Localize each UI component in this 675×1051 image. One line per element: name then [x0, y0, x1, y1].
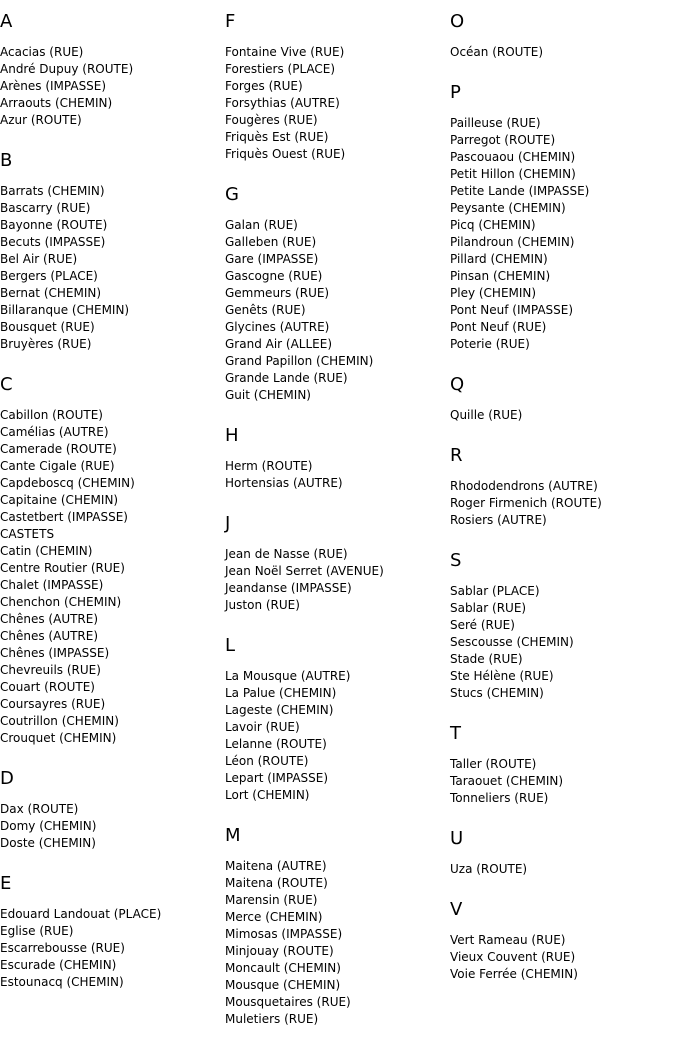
letter-section — [0, 149, 224, 373]
street-link[interactable]: Uza (ROUTE) — [450, 862, 528, 876]
street-link[interactable]: Mousquetaires (RUE) — [225, 995, 351, 1009]
letter-section — [450, 10, 674, 81]
street-link[interactable]: Chalet (IMPASSE) — [0, 578, 104, 592]
street-link[interactable]: Pascouaou (CHEMIN) — [450, 150, 576, 164]
street-link[interactable]: Jean Noël Serret (AVENUE) — [225, 564, 384, 578]
street-list — [225, 44, 449, 163]
street-link[interactable]: Chênes (IMPASSE) — [0, 646, 110, 660]
section-letter-heading: E — [0, 873, 12, 894]
street-link[interactable]: Billaranque (CHEMIN) — [0, 303, 130, 317]
street-link[interactable]: Coursayres (RUE) — [0, 697, 106, 711]
street-link[interactable]: Seré (RUE) — [450, 618, 515, 632]
street-link[interactable]: Bascarry (RUE) — [0, 201, 91, 215]
street-link[interactable]: Dax (ROUTE) — [0, 802, 79, 816]
street-link[interactable]: Lavoir (RUE) — [225, 720, 300, 734]
street-link[interactable]: Bruyères (RUE) — [0, 337, 92, 351]
street-link[interactable]: Marensin (RUE) — [225, 893, 318, 907]
street-link[interactable]: Chênes (AUTRE) — [0, 629, 99, 643]
street-link[interactable]: Gascogne (RUE) — [225, 269, 323, 283]
letter-section — [225, 512, 449, 634]
street-list — [0, 801, 224, 852]
street-link[interactable]: Océan (ROUTE) — [450, 45, 544, 59]
street-link[interactable]: Galan (RUE) — [225, 218, 298, 232]
street-link[interactable]: Catin (CHEMIN) — [0, 544, 93, 558]
street-link[interactable]: Pailleuse (RUE) — [450, 116, 541, 130]
street-list — [450, 44, 674, 61]
street-link[interactable]: Sescousse (CHEMIN) — [450, 635, 574, 649]
letter-section — [450, 722, 674, 827]
section-spacer — [0, 129, 224, 149]
street-link[interactable]: Lepart (IMPASSE) — [225, 771, 329, 785]
street-link[interactable]: Mousque (CHEMIN) — [225, 978, 341, 992]
street-link[interactable]: Chênes (AUTRE) — [0, 612, 99, 626]
street-link[interactable]: Rhododendrons (AUTRE) — [450, 479, 598, 493]
street-link[interactable]: Mimosas (IMPASSE) — [225, 927, 343, 941]
street-link[interactable]: Chevreuils (RUE) — [0, 663, 101, 677]
street-link[interactable]: Pinsan (CHEMIN) — [450, 269, 551, 283]
street-link[interactable]: Minjouay (ROUTE) — [225, 944, 334, 958]
street-link[interactable]: Bel Air (RUE) — [0, 252, 78, 266]
street-link[interactable]: Capdeboscq (CHEMIN) — [0, 476, 135, 490]
street-link[interactable]: CASTETS — [0, 527, 55, 541]
letter-section — [225, 824, 449, 1028]
street-link[interactable]: Pilandroun (CHEMIN) — [450, 235, 575, 249]
street-link[interactable]: Escurade (CHEMIN) — [0, 958, 117, 972]
section-spacer — [225, 614, 449, 634]
section-spacer — [225, 163, 449, 183]
section-spacer — [450, 353, 674, 373]
street-link[interactable]: Domy (CHEMIN) — [0, 819, 97, 833]
street-link[interactable]: Voie Ferrée (CHEMIN) — [450, 967, 578, 981]
street-list — [0, 407, 224, 747]
street-link[interactable]: Herm (ROUTE) — [225, 459, 313, 473]
letter-section — [225, 183, 449, 424]
street-link[interactable]: Doste (CHEMIN) — [0, 836, 96, 850]
street-list — [450, 861, 674, 878]
street-link[interactable]: Petit Hillon (CHEMIN) — [450, 167, 576, 181]
street-link[interactable]: Fontaine Vive (RUE) — [225, 45, 345, 59]
street-link[interactable]: Couart (ROUTE) — [0, 680, 95, 694]
street-link[interactable]: Arènes (IMPASSE) — [0, 79, 107, 93]
street-link[interactable]: Genêts (RUE) — [225, 303, 306, 317]
street-link[interactable]: Taraouet (CHEMIN) — [450, 774, 564, 788]
letter-section — [450, 898, 674, 983]
letter-section — [450, 444, 674, 549]
section-spacer — [450, 424, 674, 444]
street-list — [0, 44, 224, 129]
section-letter-heading: G — [225, 184, 239, 205]
street-link[interactable]: André Dupuy (ROUTE) — [0, 62, 134, 76]
street-link[interactable]: Sablar (RUE) — [450, 601, 527, 615]
letter-section — [225, 424, 449, 512]
index-column — [450, 10, 674, 983]
letter-section — [225, 10, 449, 183]
street-link[interactable]: Pont Neuf (IMPASSE) — [450, 303, 574, 317]
section-letter-heading: Q — [450, 374, 465, 395]
street-link[interactable]: La Mousque (AUTRE) — [225, 669, 351, 683]
street-link[interactable]: Grand Papillon (CHEMIN) — [225, 354, 374, 368]
street-link[interactable]: Lort (CHEMIN) — [225, 788, 310, 802]
street-link[interactable]: Rosiers (AUTRE) — [450, 513, 547, 527]
street-link[interactable]: Friquès Ouest (RUE) — [225, 147, 346, 161]
street-list — [0, 183, 224, 353]
letter-section — [0, 767, 224, 872]
street-link[interactable]: Ste Hélène (RUE) — [450, 669, 554, 683]
letter-section — [450, 827, 674, 898]
letter-section — [0, 10, 224, 149]
street-link[interactable]: Bousquet (RUE) — [0, 320, 95, 334]
street-link[interactable]: Quille (RUE) — [450, 408, 523, 422]
letter-section — [450, 549, 674, 722]
section-letter-heading: F — [225, 11, 236, 32]
section-letter-heading: R — [450, 445, 463, 466]
section-letter-heading: C — [0, 374, 13, 395]
street-link[interactable]: Lelanne (ROUTE) — [225, 737, 327, 751]
section-spacer — [225, 804, 449, 824]
street-link[interactable]: Chenchon (CHEMIN) — [0, 595, 122, 609]
street-link[interactable]: Grande Lande (RUE) — [225, 371, 348, 385]
index-column — [0, 10, 224, 991]
street-link[interactable]: Estounacq (CHEMIN) — [0, 975, 124, 989]
section-spacer — [225, 404, 449, 424]
section-letter-heading: H — [225, 425, 239, 446]
street-link[interactable]: Peysante (CHEMIN) — [450, 201, 566, 215]
street-link[interactable]: Gemmeurs (RUE) — [225, 286, 330, 300]
street-link[interactable]: Maitena (AUTRE) — [225, 859, 327, 873]
street-link[interactable]: Jeandanse (IMPASSE) — [225, 581, 352, 595]
letter-section — [0, 373, 224, 767]
street-link[interactable]: Tonneliers (RUE) — [450, 791, 549, 805]
street-link[interactable]: Escarrebousse (RUE) — [0, 941, 125, 955]
street-link[interactable]: Bernat (CHEMIN) — [0, 286, 102, 300]
section-letter-heading: S — [450, 550, 462, 571]
street-link[interactable]: Roger Firmenich (ROUTE) — [450, 496, 602, 510]
street-link[interactable]: Maitena (ROUTE) — [225, 876, 328, 890]
street-link[interactable]: Picq (CHEMIN) — [450, 218, 536, 232]
section-spacer — [0, 747, 224, 767]
street-link[interactable]: Moncault (CHEMIN) — [225, 961, 341, 975]
section-letter-heading: B — [0, 150, 13, 171]
street-link[interactable]: Castetbert (IMPASSE) — [0, 510, 128, 524]
section-spacer — [0, 852, 224, 872]
street-link[interactable]: Forsythias (AUTRE) — [225, 96, 340, 110]
street-link[interactable]: Vieux Couvent (RUE) — [450, 950, 576, 964]
letter-section — [450, 81, 674, 373]
street-list — [225, 458, 449, 492]
street-link[interactable]: Bergers (PLACE) — [0, 269, 98, 283]
street-list — [450, 407, 674, 424]
street-link[interactable]: Sablar (PLACE) — [450, 584, 540, 598]
street-link[interactable]: Stucs (CHEMIN) — [450, 686, 544, 700]
street-link[interactable]: Muletiers (RUE) — [225, 1012, 319, 1026]
section-letter-heading: D — [0, 768, 14, 789]
street-list — [450, 115, 674, 353]
street-link[interactable]: Pillard (CHEMIN) — [450, 252, 548, 266]
street-list — [225, 546, 449, 614]
section-spacer — [225, 492, 449, 512]
street-link[interactable]: Lageste (CHEMIN) — [225, 703, 334, 717]
street-link[interactable]: Capitaine (CHEMIN) — [0, 493, 119, 507]
street-link[interactable]: Stade (RUE) — [450, 652, 523, 666]
street-list — [225, 217, 449, 404]
street-link[interactable]: Juston (RUE) — [225, 598, 300, 612]
section-spacer — [0, 353, 224, 373]
street-link[interactable]: Galleben (RUE) — [225, 235, 317, 249]
street-list — [450, 932, 674, 983]
section-spacer — [450, 61, 674, 81]
section-letter-heading: V — [450, 899, 463, 920]
index-column — [225, 10, 449, 1028]
street-link[interactable]: Merce (CHEMIN) — [225, 910, 323, 924]
street-link[interactable]: Gare (IMPASSE) — [225, 252, 319, 266]
section-letter-heading: M — [225, 825, 241, 846]
street-link[interactable]: Vert Rameau (RUE) — [450, 933, 566, 947]
street-link[interactable]: Fougères (RUE) — [225, 113, 318, 127]
street-link[interactable]: Azur (ROUTE) — [0, 113, 82, 127]
street-link[interactable]: Becuts (IMPASSE) — [0, 235, 106, 249]
street-link[interactable]: Poterie (RUE) — [450, 337, 530, 351]
street-link[interactable]: Parregot (ROUTE) — [450, 133, 556, 147]
street-link[interactable]: Cante Cigale (RUE) — [0, 459, 115, 473]
street-link[interactable]: Bayonne (ROUTE) — [0, 218, 108, 232]
street-link[interactable]: Camélias (AUTRE) — [0, 425, 109, 439]
street-list — [450, 478, 674, 529]
street-link[interactable]: Hortensias (AUTRE) — [225, 476, 343, 490]
street-link[interactable]: Crouquet (CHEMIN) — [0, 731, 117, 745]
street-list — [225, 858, 449, 1028]
street-link[interactable]: Grand Air (ALLEE) — [225, 337, 333, 351]
street-link[interactable]: Forges (RUE) — [225, 79, 303, 93]
street-list — [450, 583, 674, 702]
street-link[interactable]: Acacias (RUE) — [0, 45, 84, 59]
section-letter-heading: O — [450, 11, 465, 32]
street-link[interactable]: Glycines (AUTRE) — [225, 320, 330, 334]
letter-section — [0, 872, 224, 991]
section-spacer — [450, 807, 674, 827]
street-list — [450, 756, 674, 807]
section-letter-heading: P — [450, 82, 461, 103]
street-link[interactable]: Centre Routier (RUE) — [0, 561, 125, 575]
street-link[interactable]: Camerade (ROUTE) — [0, 442, 117, 456]
street-link[interactable]: Forestiers (PLACE) — [225, 62, 336, 76]
street-link[interactable]: Eglise (RUE) — [0, 924, 74, 938]
street-link[interactable]: Arraouts (CHEMIN) — [0, 96, 113, 110]
street-link[interactable]: Coutrillon (CHEMIN) — [0, 714, 119, 728]
street-link[interactable]: Léon (ROUTE) — [225, 754, 309, 768]
street-link[interactable]: Pley (CHEMIN) — [450, 286, 537, 300]
section-spacer — [450, 878, 674, 898]
street-link[interactable]: Jean de Nasse (RUE) — [225, 547, 348, 561]
street-link[interactable]: Taller (ROUTE) — [450, 757, 537, 771]
street-link[interactable]: Guit (CHEMIN) — [225, 388, 311, 402]
section-letter-heading: U — [450, 828, 464, 849]
street-link[interactable]: Friquès Est (RUE) — [225, 130, 329, 144]
section-spacer — [450, 702, 674, 722]
street-link[interactable]: La Palue (CHEMIN) — [225, 686, 337, 700]
street-list — [225, 668, 449, 804]
street-link[interactable]: Cabillon (ROUTE) — [0, 408, 103, 422]
street-link[interactable]: Barrats (CHEMIN) — [0, 184, 105, 198]
street-link[interactable]: Pont Neuf (RUE) — [450, 320, 547, 334]
section-letter-heading: L — [225, 635, 236, 656]
letter-section — [450, 373, 674, 444]
section-spacer — [450, 529, 674, 549]
street-link[interactable]: Edouard Landouat (PLACE) — [0, 907, 162, 921]
section-letter-heading: A — [0, 11, 13, 32]
letter-section — [225, 634, 449, 824]
street-link[interactable]: Petite Lande (IMPASSE) — [450, 184, 590, 198]
section-letter-heading: J — [225, 513, 231, 534]
section-letter-heading: T — [450, 723, 461, 744]
street-list — [0, 906, 224, 991]
